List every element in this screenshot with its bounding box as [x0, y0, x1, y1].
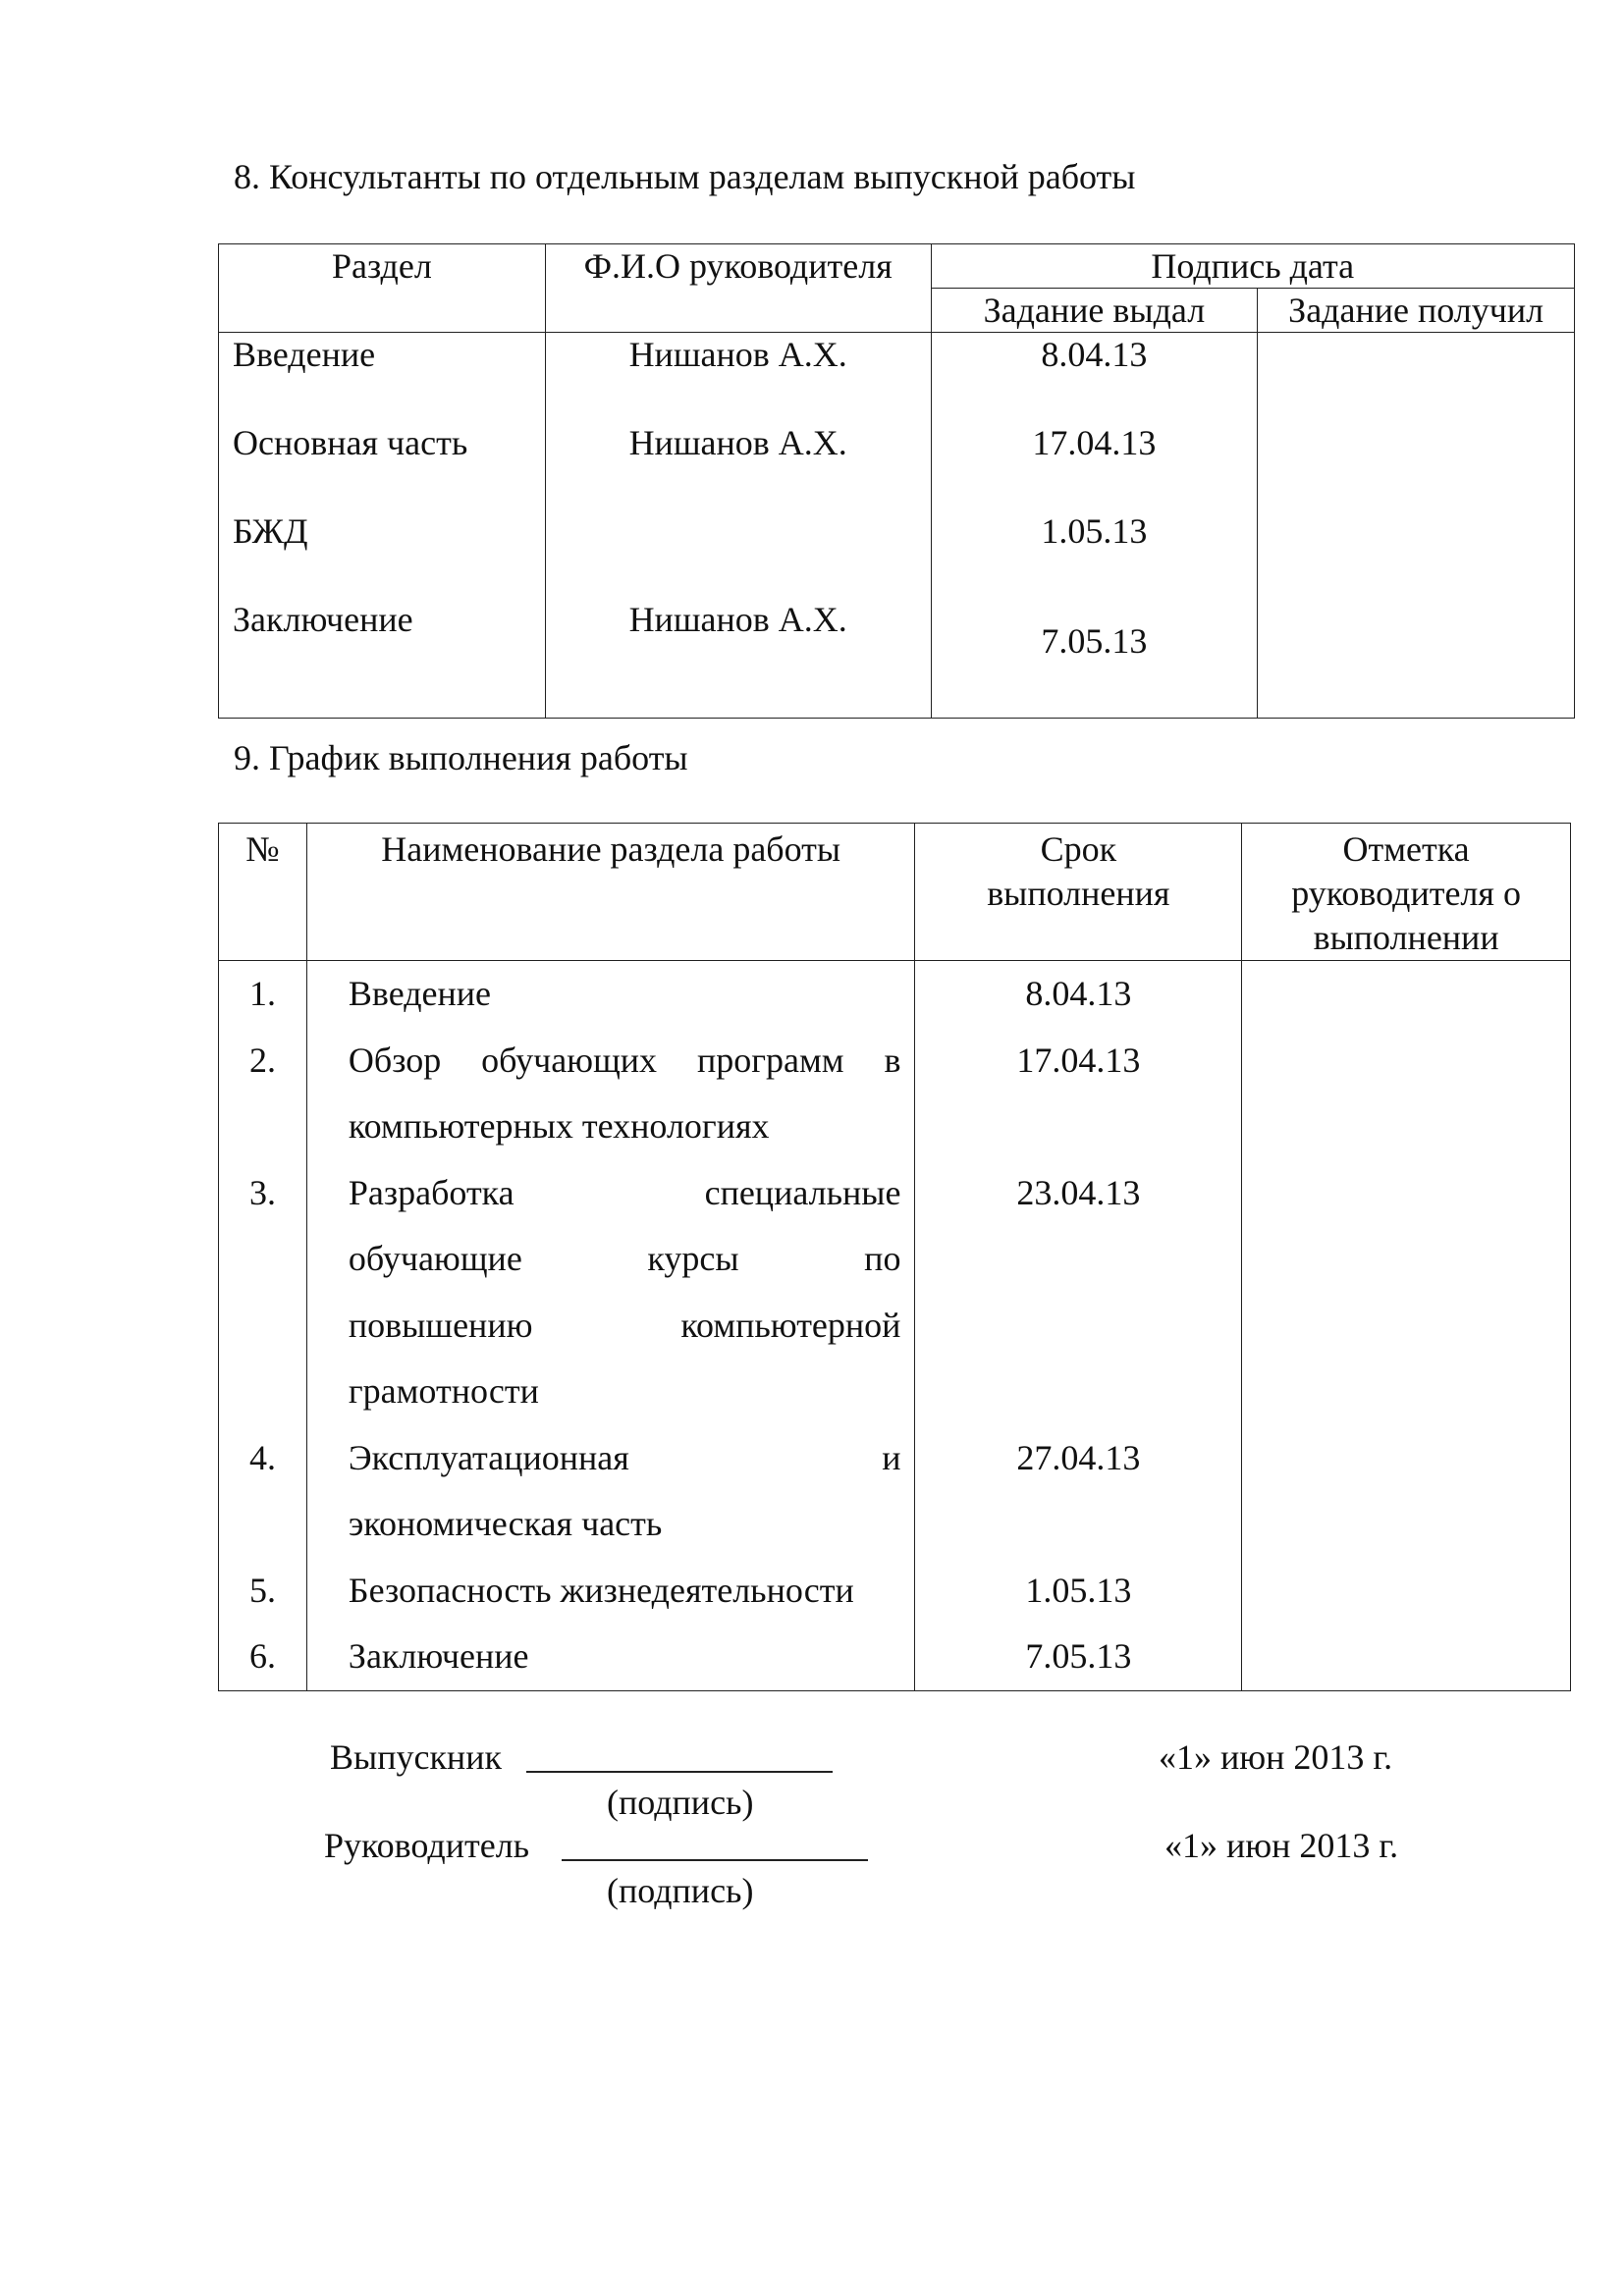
- row-name-line: повышению компьютерной: [348, 1305, 901, 1345]
- header-name: [306, 824, 915, 961]
- row-name-line: Эксплуатационная и: [348, 1437, 901, 1477]
- row-deadline: 1.05.13: [915, 1558, 1242, 1625]
- row-supervisor: Нишанов А.Х.: [545, 333, 931, 422]
- row-issued-date: 8.04.13: [931, 333, 1258, 422]
- header-mark-line3: выполнении: [1313, 918, 1499, 957]
- row-name-line: Введение: [348, 974, 492, 1013]
- header-deadline-line2: выполнения: [987, 874, 1170, 913]
- row-mark: [1242, 1624, 1571, 1690]
- row-name-line: Обзор обучающих программ в: [348, 1040, 901, 1080]
- row-name-line: Безопасность жизнедеятельности: [348, 1570, 854, 1610]
- header-mark-line1: Отметка: [1342, 829, 1470, 869]
- row-mark: [1242, 1160, 1571, 1425]
- row-supervisor: Нишанов А.Х.: [545, 421, 931, 509]
- graduate-date: «1» июн 2013 г.: [1159, 1737, 1393, 1777]
- row-supervisor: Нишанов А.Х.: [545, 598, 931, 719]
- header-number: [219, 824, 307, 961]
- row-mark: [1242, 1028, 1571, 1160]
- row-mark: [1242, 961, 1571, 1028]
- row-deadline: 17.04.13: [915, 1028, 1242, 1160]
- header-number-text: №: [245, 829, 280, 869]
- row-name: [306, 1028, 915, 1160]
- section-9-heading: 9. График выполнения работы: [234, 738, 688, 777]
- row-name-line: компьютерных технологиях: [348, 1106, 770, 1146]
- row-number: 5.: [219, 1558, 307, 1625]
- row-mark: [1242, 1558, 1571, 1625]
- table-row: [219, 333, 1575, 422]
- consultants-table: [218, 243, 1575, 719]
- row-received: [1258, 421, 1575, 509]
- row-name-line: Разработка специальные: [348, 1172, 901, 1212]
- row-section: Основная часть: [219, 421, 546, 509]
- section-8-heading: 8. Консультанты по отдельным разделам выпускной работы: [234, 157, 1136, 196]
- row-number: 6.: [219, 1624, 307, 1690]
- header-deadline: [915, 824, 1242, 961]
- header-sign-date: Подпись дата: [931, 244, 1574, 289]
- row-issued-date: 17.04.13: [931, 421, 1258, 509]
- row-deadline: 8.04.13: [915, 961, 1242, 1028]
- table-row: [219, 509, 1575, 598]
- row-received: [1258, 509, 1575, 598]
- row-name: [306, 1425, 915, 1558]
- row-name-line: обучающие курсы по: [348, 1239, 901, 1278]
- row-name: [306, 961, 915, 1028]
- graduate-label: Выпускник: [330, 1737, 502, 1777]
- row-name: [306, 1558, 915, 1625]
- row-section: Введение: [219, 333, 546, 422]
- table-row: [219, 1028, 1571, 1160]
- row-number: 4.: [219, 1425, 307, 1558]
- supervisor-date: «1» июн 2013 г.: [1164, 1826, 1399, 1865]
- row-supervisor: [545, 509, 931, 598]
- header-mark-line2: руководителя о: [1291, 874, 1521, 913]
- header-mark: [1242, 824, 1571, 961]
- supervisor-signature-caption: (подпись): [607, 1871, 754, 1910]
- header-section: Раздел: [219, 244, 546, 333]
- table-row: [219, 598, 1575, 719]
- row-name-line: экономическая часть: [348, 1504, 663, 1543]
- row-deadline: 27.04.13: [915, 1425, 1242, 1558]
- header-issued: Задание выдал: [931, 289, 1258, 333]
- header-received: Задание получил: [1258, 289, 1575, 333]
- supervisor-label: Руководитель: [324, 1826, 530, 1865]
- row-name-line: грамотности: [348, 1371, 539, 1411]
- table-row: [219, 1425, 1571, 1558]
- graduate-signature-line: [526, 1735, 833, 1783]
- row-section: БЖД: [219, 509, 546, 598]
- row-number: 2.: [219, 1028, 307, 1160]
- row-name: [306, 1624, 915, 1690]
- row-received: [1258, 598, 1575, 719]
- table-row: [219, 1558, 1571, 1625]
- header-supervisor: Ф.И.О руководителя: [545, 244, 931, 333]
- header-name-text: Наименование раздела работы: [381, 829, 841, 869]
- supervisor-signature-line: [562, 1824, 868, 1871]
- row-number: 3.: [219, 1160, 307, 1425]
- row-mark: [1242, 1425, 1571, 1558]
- row-number: 1.: [219, 961, 307, 1028]
- table-row: [219, 961, 1571, 1028]
- row-deadline: 7.05.13: [915, 1624, 1242, 1690]
- header-deadline-line1: Срок: [1040, 829, 1117, 869]
- row-section: Заключение: [219, 598, 546, 719]
- row-name: [306, 1160, 915, 1425]
- schedule-table: [218, 823, 1571, 1691]
- row-issued-date: 7.05.13: [931, 598, 1258, 719]
- table-row: [219, 1624, 1571, 1690]
- row-received: [1258, 333, 1575, 422]
- row-name-line: Заключение: [348, 1636, 529, 1676]
- graduate-signature-caption: (подпись): [607, 1783, 754, 1822]
- table-row: [219, 421, 1575, 509]
- table-row: [219, 1160, 1571, 1425]
- row-issued-date: 1.05.13: [931, 509, 1258, 598]
- row-deadline: 23.04.13: [915, 1160, 1242, 1425]
